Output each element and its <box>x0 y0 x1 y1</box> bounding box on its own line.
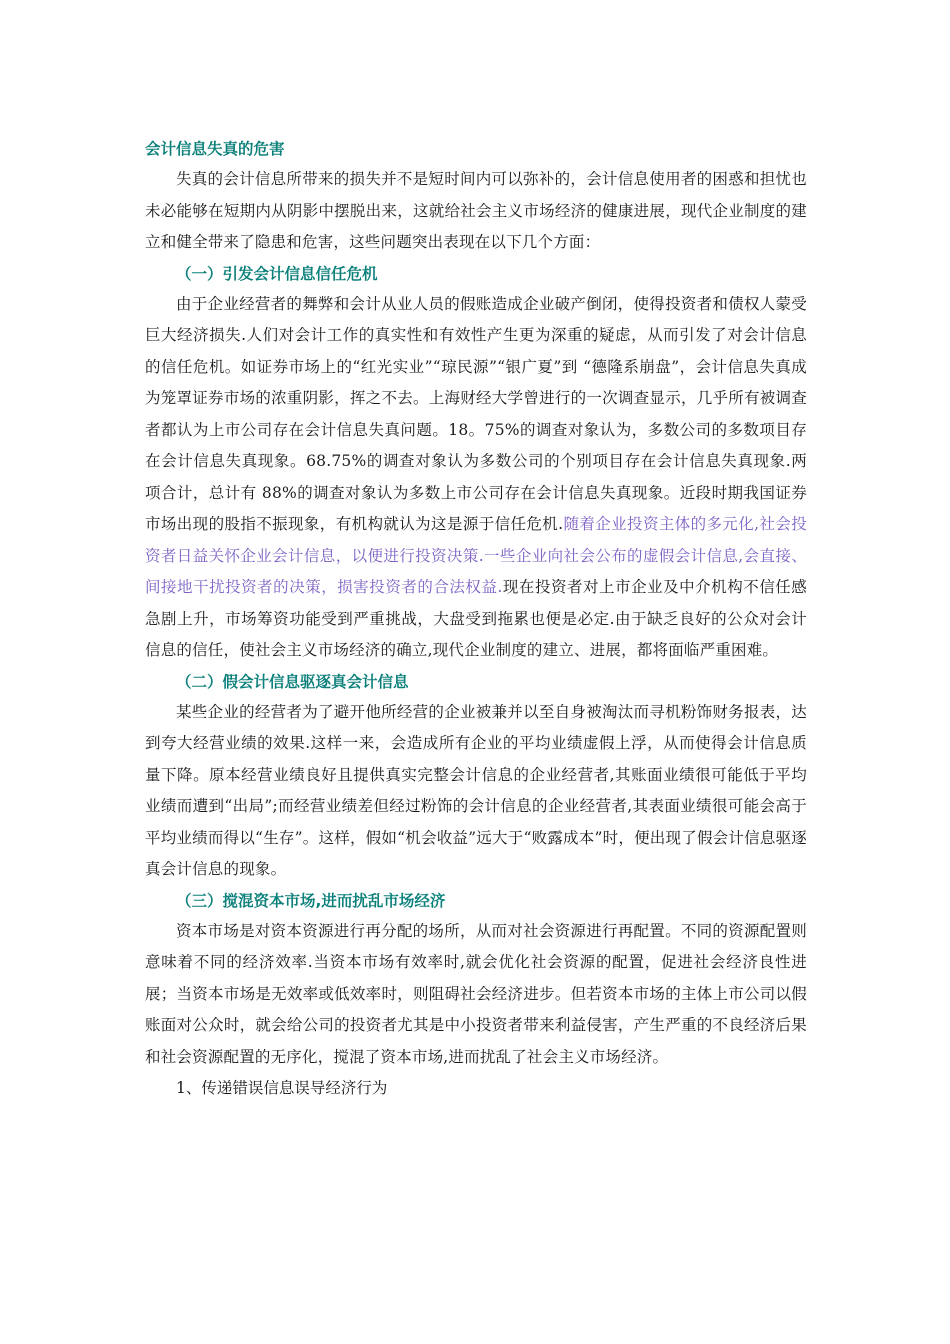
list-item-1: 1、传递错误信息误导经济行为 <box>176 1079 388 1097</box>
section-1-heading: （一）引发会计信息信任危机 <box>176 264 378 283</box>
section-2-paragraph: 某些企业的经营者为了避开他所经营的企业被兼并以至自身被淘汰而寻机粉饰财务报表，达到夸大经营业绩的效果.这样一来，会造成所有企业的平均业绩虚假上浮，从而使得会计信息质量下降。原本经营业绩良好且提供真实完整会计信息的企业经营者,其账面业绩很可能低于平均业绩而遭到“出局”;而经营业绩差但经过粉饰的会计信息的企业经营者,其表面业绩很可能会高于平均业绩而得以“生存”。这样，假如“机会收益”远大于“败露成本”时，便出现了假会计信息驱逐真会计信息的现象。 <box>145 702 807 878</box>
document-page <box>145 130 807 1105</box>
section-3-heading: （三）搅混资本市场,进而扰乱市场经济 <box>176 891 446 910</box>
intro-paragraph: 失真的会计信息所带来的损失并不是短时间内可以弥补的，会计信息使用者的困惑和担忧也未必能够在短期内从阴影中摆脱出来，这就给社会主义市场经济的健康进展，现代企业制度的建立和健全带来了隐患和危害，这些问题突出表现在以下几个方面： <box>145 170 807 251</box>
section-2-heading: （二）假会计信息驱逐真会计信息 <box>176 672 409 691</box>
section-1-paragraph <box>145 289 807 667</box>
section-1-text-a: 由于企业经营者的舞弊和会计从业人员的假账造成企业破产倒闭，使得投资者和债权人蒙受巨大经济损失.人们对会计工作的真实性和有效性产生更为深重的疑虑，从而引发了对会计信息的信任危机。如证券市场上的“红光实业”“琼民源”“银广夏”到 “德隆系崩盘”，会计信息失真成为笼罩证券市场的浓重阴影，挥之不去。上海财经大学曾进行的一次调查显示，几乎所有被调查者都认为上市公司存在会计信息失真问题。18。75%的调查对象认为，多数公司的多数项目存在会计信息失真现象。68.75%的调查对象认为多数公司的个别项目存在会计信息失真现象.两项合计，总计有 88%的调查对象认为多数上市公司存在会计信息失真现象。近段时期我国证券市场出现的股指不振现象，有机构就认为这是源于信任危机. <box>145 294 807 533</box>
section-3-paragraph: 资本市场是对资本资源进行再分配的场所，从而对社会资源进行再配置。不同的资源配置则意味着不同的经济效率.当资本市场有效率时,就会优化社会资源的配置，促进社会经济良性进展；当资本市场是无效率或低效率时，则阻碍社会经济进步。但若资本市场的主体上市公司以假账面对公众时，就会给公司的投资者尤其是中小投资者带来利益侵害，产生严重的不良经济后果和社会资源配置的无序化，搅混了资本市场,进而扰乱了社会主义市场经济。 <box>145 921 807 1066</box>
section-1-text-c: 现在投资者对上市企业及中介机构不信任感急剧上升，市场筹资功能受到严重挑战，大盘受到拖累也便是必定.由于缺乏良好的公众对会计信息的信任，使社会主义市场经济的确立,现代企业制度的建立、进展，都将面临严重困难。 <box>145 578 807 659</box>
document-title: 会计信息失真的危害 <box>145 140 285 158</box>
section-1-text-highlighted: 随着企业投资主体的多元化,社会投资者日益关怀企业会计信息，以便进行投资决策.一些企业向社会公布的虚假会计信息,会直接、间接地干扰投资者的决策，损害投资者的合法权益. <box>145 515 807 596</box>
